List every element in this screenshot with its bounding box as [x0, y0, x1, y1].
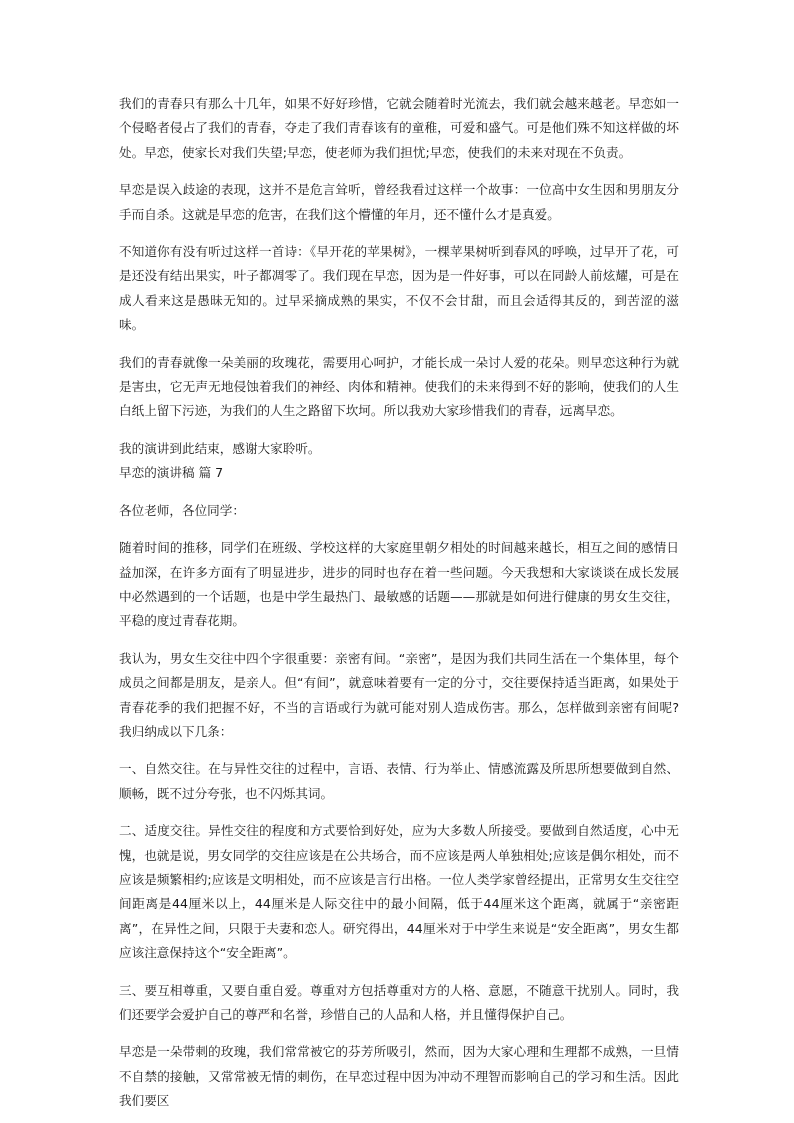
paragraph: 我们的青春只有那么十几年，如果不好好珍惜，它就会随着时光流去，我们就会越来越老。早恋如一个侵略者侵占了我们的青春，夺走了我们青春该有的童稚，可爱和盛气。可是他们殊不知这样做的坏处。早恋，使家长对我们失望;早恋，使老师为我们担忧;早恋，使我们的未来对现在不负责。 — [119, 96, 679, 160]
closing-line: 我的演讲到此结束，感谢大家聆听。 — [119, 440, 321, 456]
paragraph: 随着时间的推移，同学们在班级、学校这样的大家庭里朝夕相处的时间越来越长，相互之间的感情日益加深，在许多方面有了明显进步，进步的同时也存在着一些问题。今天我想和大家谈谈在成长发展中必然遇到的一个话题，也是中学生最热门、最敏感的话题——那就是如何进行健康的男女生交往，平稳的度过青春花期。 — [119, 540, 679, 629]
paragraph: 我们的青春就像一朵美丽的玫瑰花，需要用心呵护，才能长成一朵讨人爱的花朵。则早恋这种行为就是害虫，它无声无地侵蚀着我们的神经、肉体和精神。使我们的未来得到不好的影响，使我们的人生白纸上留下污迹，为我们的人生之路留下坎坷。所以我劝大家珍惜我们的青春，远离早恋。 — [119, 354, 679, 419]
paragraph: 我认为，男女生交往中四个字很重要：亲密有间。“亲密”，是因为我们共同生活在一个集体里，每个成员之间都是朋友，是亲人。但“有间”，就意味着要有一定的分寸，交往要保持适当距离，如果处于青春花季的我们把握不好，不当的言语或行为就可能对别人造成伤害。那么，怎样做到亲密有间呢?我归纳成以下几条： — [119, 650, 679, 739]
paragraph: 早恋是误入歧途的表现，这并不是危言耸听，曾经我看过这样一个故事：一位高中女生因和男朋友分手而自杀。这就是早恋的危害，在我们这个懵懂的年月，还不懂什么才是真爱。 — [119, 182, 679, 222]
section-title: 早恋的演讲稿 篇 7 — [119, 465, 224, 481]
document-body — [119, 92, 679, 1114]
paragraph: 三、要互相尊重，又要自重自爱。尊重对方包括尊重对方的人格、意愿，不随意干扰别人。同时，我们还要学会爱护自己的尊严和名誉，珍惜自己的人品和人格，并且懂得保护自己。 — [119, 982, 679, 1022]
paragraph: 二、适度交往。异性交往的程度和方式要恰到好处，应为大多数人所接受。要做到自然适度，心中无愧，也就是说，男女同学的交往应该是在公共场合，而不应该是两人单独相处;应该是偶尔相处，而不应该是频繁相约;应该是文明相处，而不应该是言行出格。一位人类学家曾经提出，正常男女生交往空间距离是44厘米以上，44厘米是人际交往中的最小间隔，低于44厘米这个距离，就属于“亲密距离”，在异性之间，只限于夫妻和恋人。研究得出，44厘米对于中学生来说是“安全距离”，男女生都应该注意保持这个“安全距离”。 — [119, 823, 679, 961]
greeting: 各位老师，各位同学： — [119, 502, 245, 518]
paragraph: 一、自然交往。在与异性交往的过程中，言语、表情、行为举止、情感流露及所思所想要做到自然、顺畅，既不过分夸张，也不闪烁其词。 — [119, 761, 679, 801]
paragraph: 早恋是一朵带刺的玫瑰，我们常常被它的芬芳所吸引，然而，因为大家心理和生理都不成熟，一旦情不自禁的接触，又常常被无情的刺伤，在早恋过程中因为冲动不理智而影响自己的学习和生活。因此我们要区 — [119, 1044, 679, 1109]
paragraph: 不知道你有没有听过这样一首诗：《早开花的苹果树》，一棵苹果树听到春风的呼唤，过早开了花，可是还没有结出果实，叶子都凋零了。我们现在早恋，因为是一件好事，可以在同龄人前炫耀，可是在成人看来这是愚昧无知的。过早采摘成熟的果实，不仅不会甘甜，而且会适得其反的，到苦涩的滋味。 — [119, 244, 679, 333]
